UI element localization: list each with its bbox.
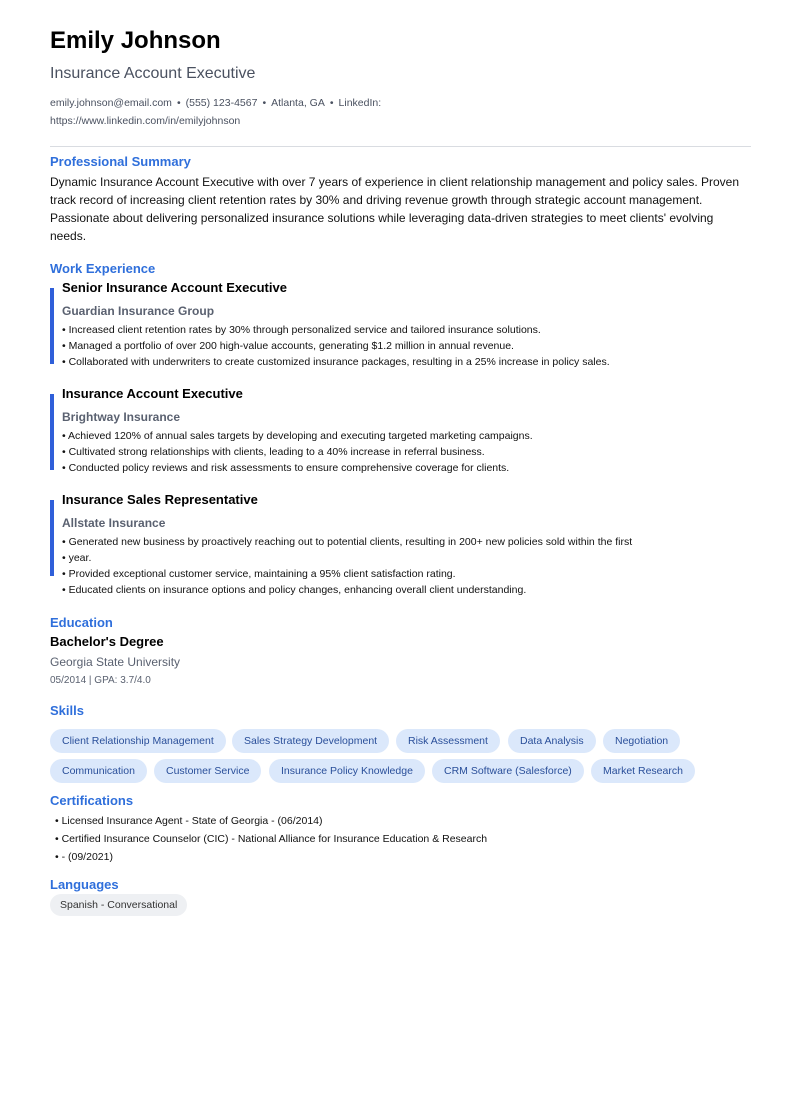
job-bullet: • Achieved 120% of annual sales targets by developing and executing targeted marketing campaigns. <box>62 430 533 442</box>
summary-text: Dynamic Insurance Account Executive with over 7 years of experience in client relationship management and policy sales. Proven track record of increasing client retention rates by 30% and driving revenue growth through strategic account management. Passionate about delivering personalized insurance solutions while leveraging data-driven strategies to meet clients' evolving needs. <box>50 175 740 243</box>
section-title-languages: Languages <box>50 877 119 892</box>
skill-chip: Risk Assessment <box>396 729 500 753</box>
skill-chip: Data Analysis <box>508 729 596 753</box>
contact-separator: • <box>176 97 181 109</box>
job-entry <box>50 492 751 598</box>
skill-chip: Client Relationship Management <box>50 729 226 753</box>
job-bullet: • Increased client retention rates by 30% through personalized service and tailored insurance solutions. <box>62 324 541 336</box>
section-title-education: Education <box>50 615 113 630</box>
job-accent-bar <box>50 500 54 576</box>
contact-info <box>50 94 470 130</box>
certification-item: • Licensed Insurance Agent - State of Georgia - (06/2014) <box>55 815 323 827</box>
job-company: Brightway Insurance <box>62 410 181 424</box>
job-company: Allstate Insurance <box>62 516 166 530</box>
skill-chip: Negotiation <box>603 729 680 753</box>
skill-chip: Sales Strategy Development <box>232 729 389 753</box>
skill-chip: Insurance Policy Knowledge <box>269 759 425 783</box>
section-title-summary: Professional Summary <box>50 154 191 169</box>
job-bullet: • year. <box>62 552 92 564</box>
school-name: Georgia State University <box>50 655 181 669</box>
job-accent-bar <box>50 288 54 364</box>
job-entry <box>50 386 751 476</box>
language-chip: Spanish - Conversational <box>50 894 187 916</box>
linkedin-link[interactable]: https://www.linkedin.com/in/emilyjohnson <box>50 115 241 127</box>
job-bullet: • Provided exceptional customer service, maintaining a 95% client satisfaction rating. <box>62 568 456 580</box>
job-company: Guardian Insurance Group <box>62 304 215 318</box>
linkedin-label: LinkedIn: <box>338 97 382 109</box>
job-bullet: • Educated clients on insurance options and policy changes, enhancing overall client understanding. <box>62 584 527 596</box>
location-text: Atlanta, GA <box>271 97 325 109</box>
skill-chip: Customer Service <box>154 759 261 783</box>
job-title: Senior Insurance Account Executive <box>62 280 287 295</box>
job-bullet: • Generated new business by proactively reaching out to potential clients, resulting in 200+ new policies sold within the first <box>62 536 633 548</box>
email-link[interactable]: emily.johnson@email.com <box>50 97 172 109</box>
certification-item: • Certified Insurance Counselor (CIC) - National Alliance for Insurance Education & Research <box>55 833 488 845</box>
job-title: Insurance Sales Representative <box>62 492 258 507</box>
contact-separator: • <box>262 97 267 109</box>
phone-text: (555) 123-4567 <box>185 97 258 109</box>
certification-item: • - (09/2021) <box>55 851 113 863</box>
section-title-certifications: Certifications <box>50 793 134 808</box>
education-meta: 05/2014 | GPA: 3.7/4.0 <box>50 675 151 686</box>
job-accent-bar <box>50 394 54 470</box>
job-bullet: • Conducted policy reviews and risk assessments to ensure comprehensive coverage for clients. <box>62 462 510 474</box>
skill-chip: Communication <box>50 759 147 783</box>
section-title-skills: Skills <box>50 703 84 718</box>
candidate-headline: Insurance Account Executive <box>50 65 256 82</box>
skill-chip: CRM Software (Salesforce) <box>432 759 584 783</box>
header-divider <box>50 146 751 147</box>
job-bullet: • Cultivated strong relationships with clients, leading to a 40% increase in referral business. <box>62 446 485 458</box>
contact-separator: • <box>329 97 334 109</box>
degree-title: Bachelor's Degree <box>50 634 164 649</box>
job-bullet: • Collaborated with underwriters to create customized insurance packages, resulting in a 25% increase in policy sales. <box>62 356 610 368</box>
section-title-experience: Work Experience <box>50 261 156 276</box>
job-title: Insurance Account Executive <box>62 386 243 401</box>
skill-chip: Market Research <box>591 759 695 783</box>
job-bullet: • Managed a portfolio of over 200 high-value accounts, generating $1.2 million in annual revenue. <box>62 340 514 352</box>
job-entry <box>50 280 751 370</box>
candidate-name: Emily Johnson <box>50 27 221 54</box>
